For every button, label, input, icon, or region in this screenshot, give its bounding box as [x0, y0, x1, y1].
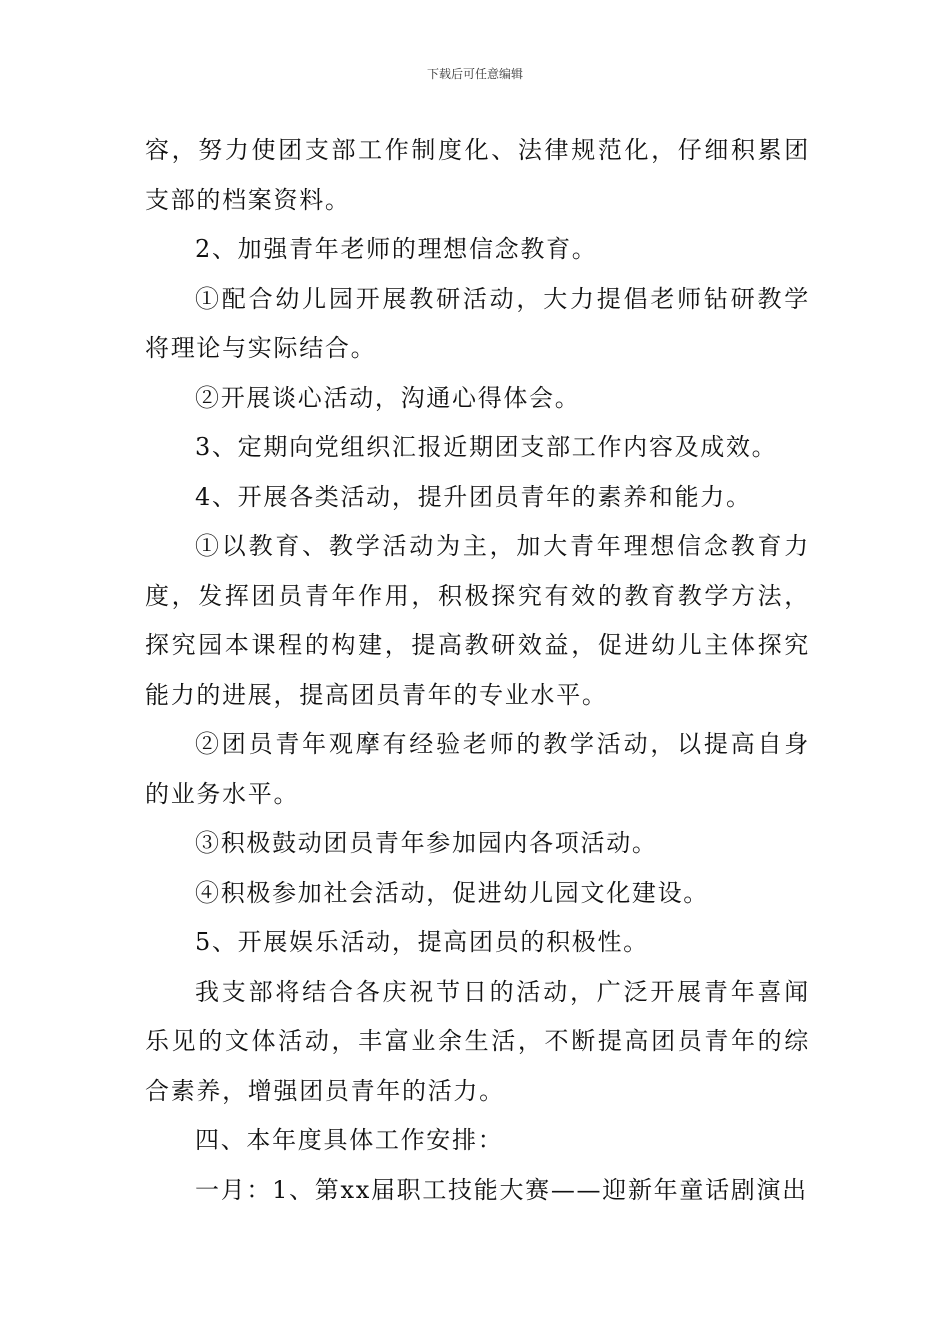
paragraph-12: 我支部将结合各庆祝节日的活动，广泛开展青年喜闻乐见的文体活动，丰富业余生活，不断提高团员青年的综合素养，增强团员青年的活力。 — [145, 977, 810, 1105]
page-header: 下载后可任意编辑 — [426, 67, 523, 81]
paragraph-11: 5、开展娱乐活动，提高团员的积极性。 — [195, 928, 649, 956]
paragraph-1: 容，努力使团支部工作制度化、法律规范化，仔细积累团支部的档案资料。 — [145, 136, 810, 214]
paragraph-3: ①配合幼儿园开展教研活动，大力提倡老师钻研教学将理论与实际结合。 — [145, 284, 810, 362]
paragraph-2: 2、加强青年老师的理想信念教育。 — [195, 235, 598, 263]
paragraph-10: ④积极参加社会活动，促进幼儿园文化建设。 — [195, 878, 709, 907]
paragraph-6: 4、开展各类活动，提升团员青年的素养和能力。 — [195, 482, 752, 511]
paragraph-8: ②团员青年观摩有经验老师的教学活动，以提高自身的业务水平。 — [145, 730, 810, 808]
paragraph-9: ③积极鼓动团员青年参加园内各项活动。 — [195, 829, 658, 857]
paragraph-4: ②开展谈心活动，沟通心得体会。 — [195, 383, 581, 412]
paragraph-7: ①以教育、教学活动为主，加大青年理想信念教育力度，发挥团员青年作用，积极探究有效的教育教学方法，探究园本课程的构建，提高教研效益，促进幼儿主体探究能力的进展，提高团员青年的专业水平。 — [145, 532, 810, 709]
document-body — [145, 126, 810, 1215]
section-heading: 四、本年度具体工作安排： — [195, 1126, 504, 1154]
paragraph-5: 3、定期向党组织汇报近期团支部工作内容及成效。 — [195, 433, 778, 461]
paragraph-14: 一月：1、第xx届职工技能大赛——迎新年童话剧演出 — [195, 1175, 808, 1204]
